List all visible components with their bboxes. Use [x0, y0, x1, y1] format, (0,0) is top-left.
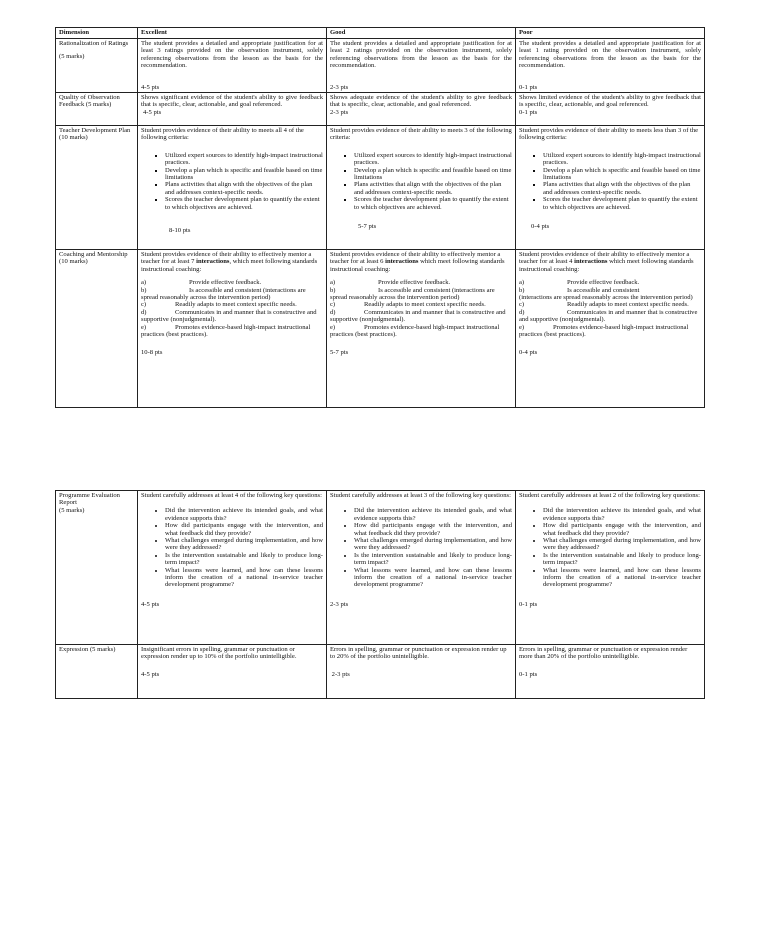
- item-label: d): [330, 308, 336, 316]
- points-text: 0-4 pts: [519, 348, 538, 356]
- questions-list: [141, 507, 323, 588]
- item-label: d): [519, 308, 525, 316]
- list-item: [330, 287, 512, 302]
- interactions-emphasis: interactions: [385, 258, 419, 266]
- excellent-cell: [138, 645, 327, 699]
- dimension-marks: (10 marks): [59, 258, 88, 266]
- excellent-cell: [138, 250, 327, 408]
- criterion-text: Errors in spelling, grammar or punctuation or expression render more than 20% of the portfolio unintelligible.: [519, 646, 688, 661]
- good-cell: [327, 491, 516, 645]
- row-quality-feedback: [56, 93, 705, 126]
- item-label: e): [141, 323, 147, 331]
- item-label: e): [330, 323, 336, 331]
- criterion-text-end: , which meet following standards instructional coaching:: [141, 258, 318, 273]
- item-label: b): [141, 286, 147, 294]
- list-item: ▪ Plans activities that align with the objectives of the plan and addresses context-specific needs.: [543, 181, 701, 196]
- criterion-text: The student provides a detailed and appropriate justification for at least 3 ratings provided on the observation instrument, solely referencing observations from the lesson as the basis for the recommendation.: [141, 40, 323, 70]
- header-excellent: Excellent: [138, 28, 327, 39]
- item-text: Readily adapts to meet context specific needs.: [364, 301, 486, 309]
- list-item-continuation: (interactions are spread reasonably across the intervention period): [519, 294, 693, 302]
- dimension-cell: [56, 39, 138, 93]
- item-text: Is accessible and consistent (interactions are spread reasonably across the intervention period): [330, 286, 495, 302]
- item-text: Readily adapts to meet context specific needs.: [175, 301, 297, 309]
- list-item: ▪ Utilized expert sources to identify high-impact instructional practices.: [165, 152, 323, 167]
- item-text: Is accessible and consistent: [567, 286, 640, 294]
- row-teacher-development-plan: [56, 126, 705, 250]
- points-text: 0-1 pts: [519, 83, 538, 91]
- list-item: • What lessons were learned, and how can these lessons inform the creation of a national in-service teacher development programme?: [543, 567, 701, 589]
- dimension-title: Quality of Observation Feedback (5 marks): [59, 94, 120, 109]
- criterion-text: [519, 251, 701, 273]
- points-text: 0-1 pts: [519, 670, 538, 678]
- criterion-text-start: Student provides evidence of their ability to effectively mentor a teacher for at least 7: [141, 251, 312, 266]
- criterion-text: [330, 251, 512, 273]
- item-text: Is accessible and consistent (interactions are spread reasonably across the intervention period): [141, 286, 306, 302]
- excellent-cell: [138, 93, 327, 126]
- points-text: 2-3 pts: [330, 108, 349, 116]
- list-item: • How did participants engage with the intervention, and what feedback did they provide?: [543, 522, 701, 537]
- dimension-cell: [56, 645, 138, 699]
- dimension-cell: [56, 126, 138, 250]
- item-text: Communicates in and manner that is constructive and supportive (nonjudgmental).: [141, 308, 317, 324]
- header-good: Good: [327, 28, 516, 39]
- excellent-cell: [138, 126, 327, 250]
- dimension-title: Expression (5 marks): [59, 646, 116, 653]
- dimension-title: Rationalization of Ratings: [59, 40, 129, 47]
- row-rationalization: [56, 39, 705, 93]
- dimension-marks: (10 marks): [59, 134, 88, 142]
- criterion-text-end: which meet following standards instructional coaching:: [330, 258, 505, 273]
- interactions-emphasis: interactions: [574, 258, 608, 266]
- points-text: 2-3 pts: [330, 83, 349, 91]
- item-text: Promotes evidence-based high-impact instructional practices (best practices).: [141, 323, 311, 339]
- header-poor: Poor: [516, 28, 705, 39]
- poor-cell: [516, 126, 705, 250]
- points-text: 4-5 pts: [141, 600, 160, 608]
- row-expression: [56, 645, 705, 699]
- criteria-list: [330, 152, 512, 211]
- list-item: ▪ Scores the teacher development plan to quantify the extent to which objectives are achieved.: [354, 196, 512, 211]
- row-coaching-mentorship: [56, 250, 705, 408]
- poor-cell: [516, 491, 705, 645]
- dimension-cell: [56, 491, 138, 645]
- list-item: ▪ Plans activities that align with the objectives of the plan and addresses context-specific needs.: [354, 181, 512, 196]
- poor-cell: [516, 250, 705, 408]
- criterion-text: Shows limited evidence of the student's ability to give feedback that is specific, clear, actionable, and goal referenced.: [519, 94, 701, 109]
- item-text: Readily adapts to meet context specific needs.: [567, 301, 689, 309]
- criterion-text: Student carefully addresses at least 3 of the following key questions:: [330, 492, 511, 499]
- list-item: ▪ Utilized expert sources to identify high-impact instructional practices.: [354, 152, 512, 167]
- list-item: • Did the intervention achieve its intended goals, and what evidence supports this?: [543, 507, 701, 522]
- list-item: • What lessons were learned, and how can these lessons inform the creation of a national in-service teacher development programme?: [165, 567, 323, 589]
- list-item: ▪ Develop a plan which is specific and feasible based on time limitations: [354, 167, 512, 182]
- list-item: [519, 309, 701, 324]
- item-text: Communicates in and manner that is constructive and supportive (nonjudgmental).: [330, 308, 506, 324]
- rubric-table-2: [55, 490, 705, 699]
- dimension-marks: (5 marks): [59, 506, 85, 514]
- poor-cell: [516, 645, 705, 699]
- dimension-cell: [56, 93, 138, 126]
- item-label: a): [330, 279, 336, 287]
- list-item: [141, 309, 323, 324]
- list-item: [141, 287, 323, 302]
- excellent-cell: [138, 39, 327, 93]
- points-text: 4-5 pts: [143, 108, 162, 116]
- list-item: ▪ Plans activities that align with the objectives of the plan and addresses context-specific needs.: [165, 181, 323, 196]
- points-text: 2-3 pts: [330, 600, 349, 608]
- criterion-text: Shows adequate evidence of the student's ability to give feedback that is specific, clear, actionable, and goal referenced.: [330, 94, 512, 109]
- good-cell: [327, 126, 516, 250]
- criteria-list: [141, 152, 323, 211]
- good-cell: [327, 93, 516, 126]
- criterion-text-start: Student provides evidence of their ability to effectively mentor a teacher for at least 4: [519, 251, 690, 266]
- points-text: 4-5 pts: [141, 670, 160, 678]
- list-item: [141, 279, 323, 286]
- criterion-text-end: which meet following standards instructional coaching:: [519, 258, 694, 273]
- points-text: 5-7 pts: [330, 348, 349, 356]
- list-item: [141, 301, 323, 308]
- list-item: • Is the intervention sustainable and likely to produce long-term impact?: [354, 552, 512, 567]
- list-item: [330, 309, 512, 324]
- list-item: [519, 287, 701, 294]
- criterion-text: Student provides evidence of their ability to meets less than 3 of the following criteria:: [519, 127, 699, 142]
- points-text: 2-3 pts: [330, 670, 350, 678]
- item-label: d): [141, 308, 147, 316]
- header-row: [56, 28, 705, 39]
- criterion-text: The student provides a detailed and appropriate justification for at least 2 ratings provided on the observation instrument, solely referencing observations from the lesson as the basis for the recommendation.: [330, 40, 512, 70]
- list-item: [519, 301, 701, 308]
- row-programme-evaluation: [56, 491, 705, 645]
- item-label: a): [141, 279, 147, 287]
- item-label: a): [519, 279, 525, 287]
- excellent-cell: [138, 491, 327, 645]
- questions-list: [519, 507, 701, 588]
- list-item: ▪ Scores the teacher development plan to quantify the extent to which objectives are achieved.: [165, 196, 323, 211]
- item-label: c): [330, 301, 336, 309]
- list-item: • What lessons were learned, and how can these lessons inform the creation of a national in-service teacher development programme?: [354, 567, 512, 589]
- item-label: c): [519, 301, 525, 309]
- dimension-cell: [56, 250, 138, 408]
- list-item: [330, 324, 512, 339]
- criterion-text-start: Student provides evidence of their ability to effectively mentor a teacher for at least 6: [330, 251, 501, 266]
- rubric-table-1: [55, 27, 705, 408]
- list-item: • What challenges emerged during implementation, and how were they addressed?: [543, 537, 701, 552]
- item-text: Provide effective feedback.: [567, 279, 640, 287]
- criterion-text: Shows significant evidence of the student's ability to give feedback that is specific, clear, actionable, and goal referenced.: [141, 94, 323, 109]
- item-label: b): [330, 286, 336, 294]
- points-text: 10-8 pts: [141, 348, 163, 356]
- item-label: c): [141, 301, 147, 309]
- points-text: 0-1 pts: [519, 600, 538, 608]
- criteria-list: [519, 152, 701, 211]
- item-label: e): [519, 323, 525, 331]
- list-item: [330, 301, 512, 308]
- list-item: • Is the intervention sustainable and likely to produce long-term impact?: [165, 552, 323, 567]
- good-cell: [327, 250, 516, 408]
- questions-list: [330, 507, 512, 588]
- criterion-text: The student provides a detailed and appropriate justification for at least 1 rating provided on the observation instrument, solely referencing observations from the lesson as the basis for the recommendation.: [519, 40, 701, 70]
- points-text: 0-4 pts: [531, 223, 550, 231]
- criterion-text: Student carefully addresses at least 2 of the following key questions:: [519, 492, 700, 499]
- interactions-emphasis: interactions: [196, 258, 230, 266]
- criterion-text: Insignificant errors in spelling, grammar or punctuation or expression render up to 10% of the portfolio unintelligible.: [141, 646, 297, 661]
- good-cell: [327, 645, 516, 699]
- list-item: • What challenges emerged during implementation, and how were they addressed?: [354, 537, 512, 552]
- list-item: [519, 324, 701, 339]
- poor-cell: [516, 39, 705, 93]
- list-item: • Did the intervention achieve its intended goals, and what evidence supports this?: [165, 507, 323, 522]
- list-item: • Is the intervention sustainable and likely to produce long-term impact?: [543, 552, 701, 567]
- item-text: Provide effective feedback.: [378, 279, 451, 287]
- dimension-marks: (5 marks): [59, 53, 85, 61]
- criterion-text: Errors in spelling, grammar or punctuation or expression render up to 20% of the portfolio unintelligible.: [330, 646, 507, 661]
- points-text: 0-1 pts: [519, 108, 538, 116]
- item-label: b): [519, 286, 525, 294]
- points-text: 5-7 pts: [358, 223, 377, 231]
- item-text: Promotes evidence-based high-impact instructional practices (best practices).: [519, 323, 689, 339]
- list-item: [519, 279, 701, 286]
- list-item: [330, 279, 512, 286]
- item-text: Communicates in and manner that is constructive and supportive (nonjudgmental).: [519, 308, 698, 324]
- list-item: • What challenges emerged during implementation, and how were they addressed?: [165, 537, 323, 552]
- poor-cell: [516, 93, 705, 126]
- criterion-text: [141, 251, 323, 273]
- criterion-text: Student carefully addresses at least 4 of the following key questions:: [141, 492, 322, 499]
- dimension-title: Coaching and Mentorship: [59, 251, 128, 259]
- list-item: • How did participants engage with the intervention, and what feedback did they provide?: [165, 522, 323, 537]
- list-item: ▪ Scores the teacher development plan to quantify the extent to which objectives are achieved.: [543, 196, 701, 211]
- criterion-text: Student provides evidence of their ability to meets 3 of the following criteria:: [330, 127, 512, 142]
- list-item: [141, 324, 323, 339]
- item-text: Provide effective feedback.: [189, 279, 262, 287]
- list-item: ▪ Develop a plan which is specific and feasible based on time limitations: [165, 167, 323, 182]
- list-item: • How did participants engage with the intervention, and what feedback did they provide?: [354, 522, 512, 537]
- dimension-title: Programme Evaluation Report: [59, 492, 120, 507]
- criterion-text: Student provides evidence of their ability to meets all 4 of the following criteria:: [141, 127, 304, 142]
- list-item: ▪ Utilized expert sources to identify high-impact instructional practices.: [543, 152, 701, 167]
- list-item: • Did the intervention achieve its intended goals, and what evidence supports this?: [354, 507, 512, 522]
- dimension-title: Teacher Development Plan: [59, 127, 131, 135]
- header-dimension: Dimension: [56, 28, 138, 39]
- list-item: ▪ Develop a plan which is specific and feasible based on time limitations: [543, 167, 701, 182]
- good-cell: [327, 39, 516, 93]
- item-text: Promotes evidence-based high-impact instructional practices (best practices).: [330, 323, 500, 339]
- points-text: 4-5 pts: [141, 83, 160, 91]
- points-text: 8-10 pts: [169, 227, 191, 235]
